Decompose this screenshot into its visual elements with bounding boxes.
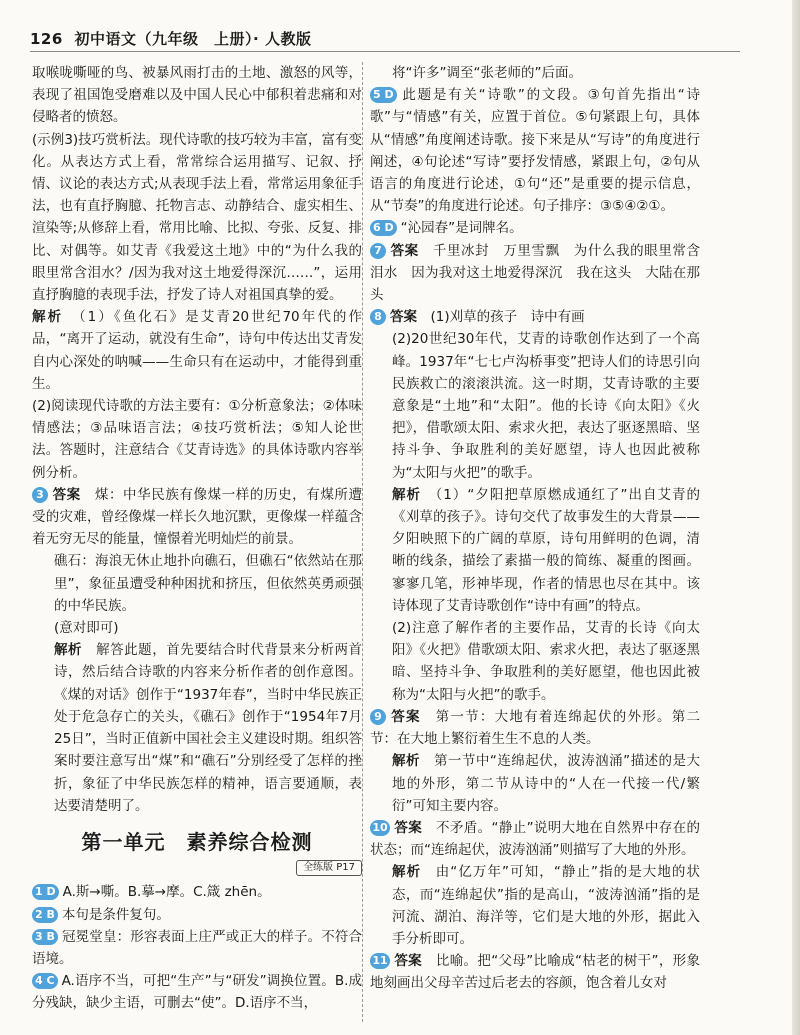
header-rule <box>30 51 740 52</box>
answer-6 <box>370 217 700 239</box>
answer-text: A.斯→嘶。B.摹→摩。C.箴 zhēn。 <box>62 884 271 901</box>
answer-11 <box>370 950 700 994</box>
analysis-block <box>32 639 362 817</box>
paragraph: 将“许多”调至“张老师的”后面。 <box>392 65 582 81</box>
answer-2 <box>32 904 362 926</box>
answer-label: 答案 <box>390 242 419 259</box>
question-number-badge: 8 <box>370 309 386 325</box>
question-number-badge: 7 <box>370 243 386 259</box>
answer-3 <box>32 484 362 551</box>
paragraph: 取喉咙嘶哑的鸟、被暴风雨打击的土地、激怒的风等，表现了祖国饱受磨难以及中国人民心中郁积着悲痛和对侵略者的愤怒。 <box>32 65 362 126</box>
answer-text: A.语序不当，可把“生产”与“研发”调换位置。B.成分残缺，缺少主语，可删去“使”。D.语序不当， <box>32 973 362 1012</box>
analysis-label: 解析 <box>392 486 422 503</box>
paragraph: 礁石：海浪无休止地扑向礁石，但礁石“依然站在那里”，象征虽遭受种种困扰和挤压，但依然英勇顽强的中华民族。 <box>54 553 362 614</box>
analysis-label: 解析 <box>392 864 422 881</box>
question-number-badge: 3 B <box>32 929 58 945</box>
analysis-block <box>370 861 700 950</box>
paragraph: (2)20世纪30年代，艾青的诗歌创作达到了一个高峰。1937年“七七卢沟桥事变”把诗人们的诗思引向民族救亡的滚滚洪流。这一时期，艾青诗歌的主要意象是“土地”和“太阳”。他的长诗《向太阳》《火把》，借歌颂太阳、索求火把，表达了驱逐黑暗、坚持斗争、争取胜利的美好愿望，诗人也因此被称为“太阳与火把”的歌手。 <box>392 331 700 481</box>
question-number-badge: 9 <box>370 709 386 725</box>
answer-text: 冠冕堂皇：形容表面上庄严或正大的样子。不符合语境。 <box>32 928 362 967</box>
answer-7 <box>370 240 700 307</box>
analysis-label: 解析 <box>54 642 83 659</box>
page-header <box>30 28 311 49</box>
analysis-label: 解析 <box>392 753 420 770</box>
answer-label: 答案 <box>390 708 421 725</box>
page-number: 126 <box>30 30 63 48</box>
left-column <box>32 62 362 1015</box>
answer-text: 此题是有关“诗歌”的文段。③句首先指出“诗歌”与“情感”有关，应置于首位。⑤句紧跟上句，具体从“情感”角度阐述诗歌。接下来是从“写诗”的角度进行阐述，④句论述“写诗”要抒发情感，紧跟上句，②句从语言的角度进行论述，①句“还”是重要的提示信息，从“节奏”的角度进行论述。句子排序：③⑤④②①。 <box>370 87 700 215</box>
answer-text: (1)刈草的孩子 诗中有画 <box>430 309 585 326</box>
analysis-text: （1）《鱼化石》是艾青20世纪70年代的作品，“离开了运动，就没有生命”，诗句中传达出艾青发自内心深处的呐喊——生命只有在运动中，才能得到重生。 <box>32 309 363 392</box>
answer-9 <box>370 706 700 750</box>
question-number-badge: 5 D <box>370 87 397 103</box>
question-number-badge: 4 C <box>32 973 58 989</box>
book-spine <box>792 0 800 1035</box>
section-title: 第一单元 素养综合检测 <box>81 829 313 854</box>
answer-label: 答案 <box>394 953 423 970</box>
book-title: 初中语文（九年级 上册）· 人教版 <box>74 30 312 48</box>
answer-label: 答案 <box>394 819 423 836</box>
question-number-badge: 2 B <box>32 907 58 923</box>
answer-label: 答案 <box>52 486 81 503</box>
answer-5 <box>370 84 700 217</box>
analysis-block <box>370 484 700 617</box>
analysis-text: 第一节中“连绵起伏，波涛汹涌”描述的是大地的外形，第二节从诗中的“人在一代接一代/繁衍”可知主要内容。 <box>392 753 701 814</box>
answer-text: 千里冰封 万里雪飘 为什么我的眼里常含泪水 因为我对这土地爱得深沉 我在这头 大陆在那头 <box>370 242 701 304</box>
analysis-text: 由“亿万年”可知，“静止”指的是大地的状态，而“连绵起伏”指的是高山，“波涛汹涌”指的是河流、湖泊、海洋等，它们是大地的外形，据此入手分析即可。 <box>392 864 701 947</box>
question-number-badge: 11 <box>370 953 390 969</box>
question-number-badge: 6 D <box>370 220 397 236</box>
answer-text: 煤：中华民族有像煤一样的历史，有煤所遭受的灾难，曾经像煤一样长久地沉默，更像煤一样蕴含着无穷无尽的能量，憧憬着光明灿烂的前景。 <box>32 486 363 548</box>
answer-label: 答案 <box>390 309 417 326</box>
answer-text: 不矛盾。“静止”说明大地在自然界中存在的状态；而“连绵起伏，波涛汹涌”则描写了大地的外形。 <box>370 819 700 859</box>
answer-1 <box>32 881 362 903</box>
answer-text: “沁园春”是词牌名。 <box>400 220 523 237</box>
analysis-block <box>370 750 700 817</box>
question-number-badge: 1 D <box>32 884 59 900</box>
analysis-label: 解析 <box>32 309 64 326</box>
answer-10 <box>370 817 700 861</box>
answer-text: 第一节：大地有着连绵起伏的外形。第二节：在大地上繁衍着生生不息的人类。 <box>370 708 701 748</box>
answer-4 <box>32 970 362 1014</box>
question-number-badge: 10 <box>370 820 390 836</box>
paragraph: (2)注意了解作者的主要作品，艾青的长诗《向太阳》《火把》借歌颂太阳、索求火把，表达了驱逐黑暗、坚持斗争、争取胜利的美好愿望，他也因此被称为“太阳与火把”的歌手。 <box>392 620 700 703</box>
right-column <box>370 62 700 995</box>
edition-badge: 全练版 P17 <box>296 860 362 876</box>
paragraph: (2)阅读现代诗歌的方法主要有：①分析意象法；②体味情感法；③品味语言法；④技巧赏析法；⑤知人论世法。答题时，注意结合《艾青诗选》的具体诗歌内容举例分析。 <box>32 398 362 481</box>
answer-3b <box>32 926 362 970</box>
paragraph: (意对即可) <box>54 620 119 637</box>
analysis-text: （1）“夕阳把草原燃成通红了”出自艾青的《刈草的孩子》。诗句交代了故事发生的大背景——夕阳映照下的广阔的草原，诗句用鲜明的色调，清晰的线条，描绘了素描一般的简练、凝重的图画。寥寥几笔，形神毕现，作者的情思也尽在其中。该诗体现了艾青诗歌创作“诗中有画”的特点。 <box>392 486 701 614</box>
analysis-block <box>32 306 362 395</box>
answer-text: 本句是条件复句。 <box>61 906 170 923</box>
answer-text: 比喻。把“父母”比喻成“枯老的树干”，形象地刻画出父母辛苦过后老去的容颜，饱含着儿女对 <box>370 953 701 992</box>
column-divider <box>362 62 363 1022</box>
analysis-text: 解答此题，首先要结合时代背景来分析两首诗，然后结合诗歌的内容来分析作者的创作意图。《煤的对话》创作于“1937年春”，当时中华民族正处于危急存亡的关头，《礁石》创作于“1954年7月25日”，当时正值新中国社会主义建设时期。组织答案时要注意写出“煤”和“礁石”分别经受了怎样的挫折，象征了中华民族怎样的精神，语言要通顺，表达要清楚明了。 <box>54 642 363 814</box>
paragraph: (示例3)技巧赏析法。现代诗歌的技巧较为丰富，富有变化。从表达方式上看，常常综合运用描写、记叙、抒情、议论的表达方式;从表现手法上看，常常运用象征手法，也有直抒胸臆、托物言志、动静结合、虚实相生、渲染等;从修辞上看，常用比喻、比拟、夸张、反复、排比、对偶等。如艾青《我爱这土地》中的“为什么我的眼里常含泪水？/因为我对这土地爱得深沉……”，运用直抒胸臆的表现手法，抒发了诗人对祖国真挚的爱。 <box>32 131 362 304</box>
answer-8 <box>370 306 700 328</box>
question-number-badge: 3 <box>32 487 48 503</box>
